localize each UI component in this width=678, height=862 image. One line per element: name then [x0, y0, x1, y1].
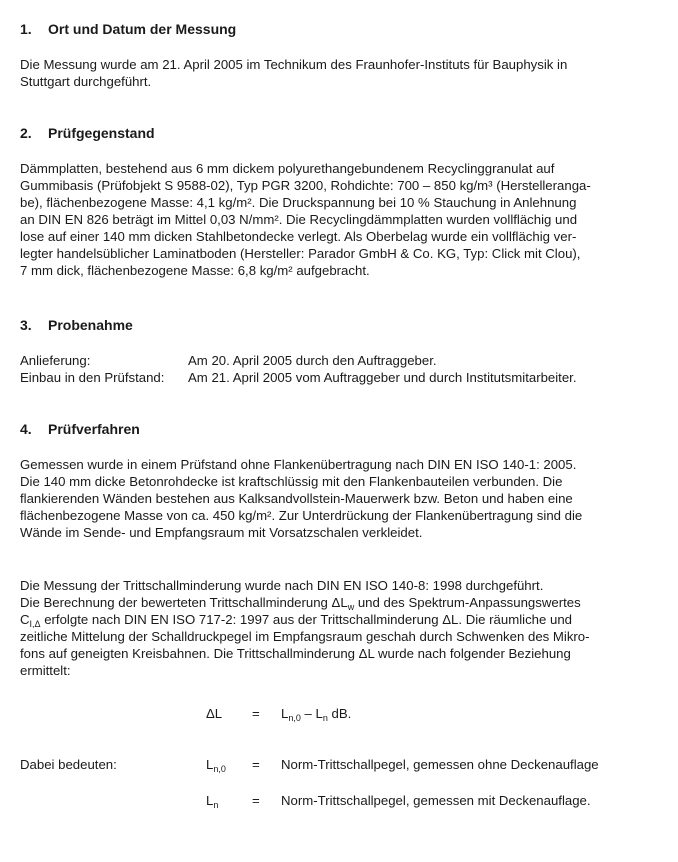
subscript: n,0 [288, 713, 301, 723]
text-fragment: und des Spektrum-Anpassungswertes [354, 595, 581, 610]
text-line: zeitliche Mittelung der Schalldruckpegel im Empfangsraum geschah durch Schwenken des Mikro- [20, 629, 590, 644]
section-title: Prüfgegenstand [48, 125, 155, 141]
text-line: fons auf geneigten Kreisbahnen. Die Trittschallminderung ΔL wurde nach folgender Beziehung [20, 646, 571, 661]
subscript: n [322, 713, 328, 723]
section-title: Ort und Datum der Messung [48, 21, 237, 37]
section-3-heading [20, 317, 133, 333]
row-label: Einbau in den Prüfstand: [20, 370, 165, 385]
legend-label: Dabei bedeuten: [20, 757, 117, 772]
section-4-heading [20, 421, 140, 437]
section-4-paragraph-2 [20, 577, 632, 679]
subscript: n,0 [213, 764, 226, 774]
text-line: Die 140 mm dicke Betonrohdecke ist kraftschlüssig mit den Flankenbauteilen verbunden. Die [20, 474, 563, 489]
section-2-heading [20, 125, 155, 141]
operator: – [300, 706, 316, 721]
text-line: Stuttgart durchgeführt. [20, 74, 152, 89]
formula-equals: = [252, 706, 260, 721]
symbol: L [315, 706, 323, 721]
subscript: n [213, 800, 219, 810]
text-line [20, 594, 632, 611]
section-number: 2. [20, 125, 32, 141]
section-4-paragraph-1 [20, 456, 632, 541]
section-title: Probenahme [48, 317, 133, 333]
text-fragment: C [20, 612, 30, 627]
row-label: Anlieferung: [20, 353, 91, 368]
text-line: Gummibasis (Prüfobjekt S 9588-02), Typ PGR 3200, Rohdichte: 700 – 850 kg/m³ (Herstelleranga- [20, 178, 591, 193]
formula-lhs: ΔL [206, 706, 223, 721]
row-value: Am 21. April 2005 vom Auftraggeber und durch Institutsmitarbeiter. [188, 370, 577, 385]
legend-description: Norm-Trittschallpegel, gemessen mit Deckenauflage. [281, 793, 591, 808]
legend-symbol [206, 756, 226, 773]
legend-equals: = [252, 793, 260, 808]
text-line: ermittelt: [20, 663, 71, 678]
installation-row [20, 369, 577, 386]
text-line: an DIN EN 826 beträgt im Mittel 0,03 N/mm². Die Recyclingdämmplatten wurden vollflächig und [20, 212, 578, 227]
row-value: Am 20. April 2005 durch den Auftraggeber. [188, 353, 437, 368]
section-2-text [20, 160, 632, 279]
subscript: I,Δ [29, 619, 41, 629]
subscript: w [347, 602, 355, 612]
text-line: flächenbezogene Masse von ca. 450 kg/m². Zur Unterdrückung der Flankenübertragung sind die [20, 508, 583, 523]
section-1-text [20, 56, 632, 90]
text-fragment: Die Berechnung der bewerteten Trittschallminderung ΔL [20, 595, 348, 610]
text-line [20, 611, 632, 628]
symbol: L [206, 757, 214, 772]
text-line: be), flächenbezogene Masse: 4,1 kg/m². Die Druckspannung bei 10 % Stauchung in Anlehnung [20, 195, 577, 210]
legend-symbol [206, 792, 218, 809]
text-line: Gemessen wurde in einem Prüfstand ohne Flankenübertragung nach DIN EN ISO 140-1: 2005. [20, 457, 577, 472]
text-line: 7 mm dick, flächenbezogene Masse: 6,8 kg/m² aufgebracht. [20, 263, 370, 278]
legend-description: Norm-Trittschallpegel, gemessen ohne Deckenauflage [281, 757, 599, 772]
text-line: flankierenden Wänden bestehen aus Kalksandvollstein-Mauerwerk bzw. Beton und haben eine [20, 491, 573, 506]
symbol: L [281, 706, 289, 721]
symbol: L [206, 793, 214, 808]
text-line: Die Messung der Trittschallminderung wurde nach DIN EN ISO 140-8: 1998 durchgeführt. [20, 578, 544, 593]
text-line: lose auf einer 140 mm dicken Stahlbetondecke verlegt. Als Oberbelag wurde ein vollflächig ver- [20, 229, 577, 244]
section-number: 3. [20, 317, 32, 333]
section-1-heading [20, 21, 236, 37]
text-line: Die Messung wurde am 21. April 2005 im Technikum des Fraunhofer-Instituts für Bauphysik in [20, 57, 568, 72]
delivery-row [20, 352, 437, 369]
text-line: Wände im Sende- und Empfangsraum mit Vorsatzschalen verkleidet. [20, 525, 423, 540]
text-fragment: erfolgte nach DIN EN ISO 717-2: 1997 aus der Trittschallminderung ΔL. Die räumliche und [40, 612, 572, 627]
text-line: Dämmplatten, bestehend aus 6 mm dickem polyurethangebundenem Recyclinggranulat auf [20, 161, 555, 176]
text-line: legter handelsüblicher Laminatboden (Hersteller: Parador GmbH & Co. KG, Typ: Click mit Clou), [20, 246, 581, 261]
formula-rhs [281, 705, 351, 722]
section-number: 4. [20, 421, 32, 437]
legend-equals: = [252, 757, 260, 772]
section-title: Prüfverfahren [48, 421, 140, 437]
section-number: 1. [20, 21, 32, 37]
unit: dB. [327, 706, 352, 721]
